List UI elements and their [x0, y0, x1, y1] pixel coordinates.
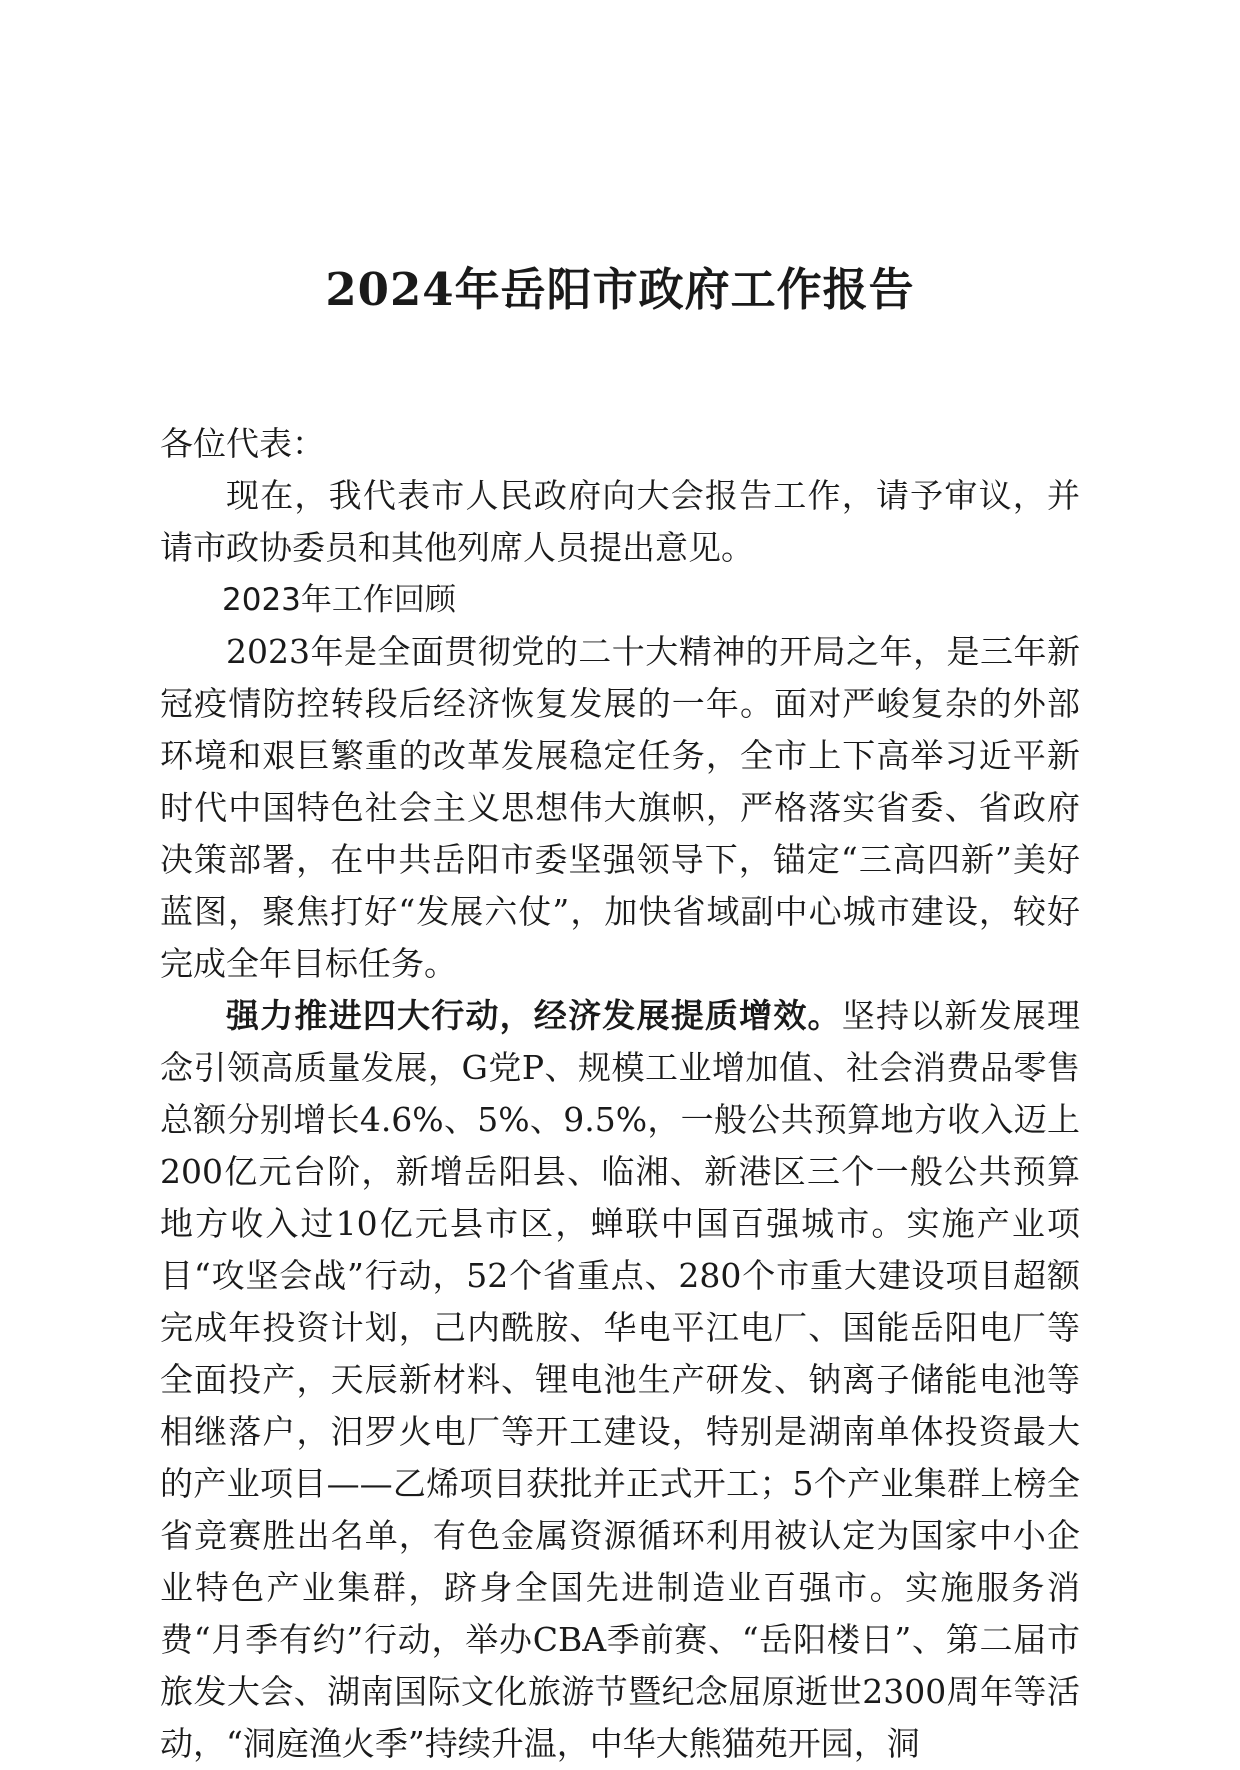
document-title: 2024年岳阳市政府工作报告: [325, 263, 915, 316]
section-heading: 2023年工作回顾: [222, 582, 456, 618]
point-body: 坚持以新发展理念引领高质量发展，G党P、规模工业增加值、社会消费品零售总额分别增长4.6%、5%、9.5%，一般公共预算地方收入迈上200亿元台阶，新增岳阳县、临湘、新港区三个一般公共预算地方收入过10亿元县市区，蝉联中国百强城市。实施产业项目“攻坚会战”行动，52个省重点、280个市重大建设项目超额完成年投资计划，己内酰胺、华电平江电厂、国能岳阳电厂等全面投产，天辰新材料、锂电池生产研发、钠离子储能电池等相继落户，汨罗火电厂等开工建设，特别是湖南单体投资最大的产业项目——乙烯项目获批并正式开工；5个产业集群上榜全省竞赛胜出名单，有色金属资源循环利用被认定为国家中小企业特色产业集群，跻身全国先进制造业百强市。实施服务消费“月季有约”行动，举办CBA季前赛、“岳阳楼日”、第二届市旅发大会、湖南国际文化旅游节暨纪念屈原逝世2300周年等活动，“洞庭渔火季”持续升温，中华大熊猫苑开园，洞: [160, 996, 1081, 1763]
point-lead: 强力推进四大行动，经济发展提质增效。: [226, 996, 842, 1035]
salutation: 各位代表：: [160, 424, 325, 463]
document-body: [160, 418, 1080, 1770]
document-page: [160, 240, 1080, 1770]
intro-paragraph: 现在，我代表市人民政府向大会报告工作，请予审议，并请市政协委员和其他列席人员提出意见。: [160, 476, 1080, 567]
point-paragraph: [160, 990, 1080, 1770]
overview-paragraph: 2023年是全面贯彻党的二十大精神的开局之年，是三年新冠疫情防控转段后经济恢复发展的一年。面对严峻复杂的外部环境和艰巨繁重的改革发展稳定任务，全市上下高举习近平新时代中国特色社会主义思想伟大旗帜，严格落实省委、省政府决策部署，在中共岳阳市委坚强领导下，锚定“三高四新”美好蓝图，聚焦打好“发展六仗”，加快省域副中心城市建设，较好完成全年目标任务。: [160, 632, 1080, 983]
